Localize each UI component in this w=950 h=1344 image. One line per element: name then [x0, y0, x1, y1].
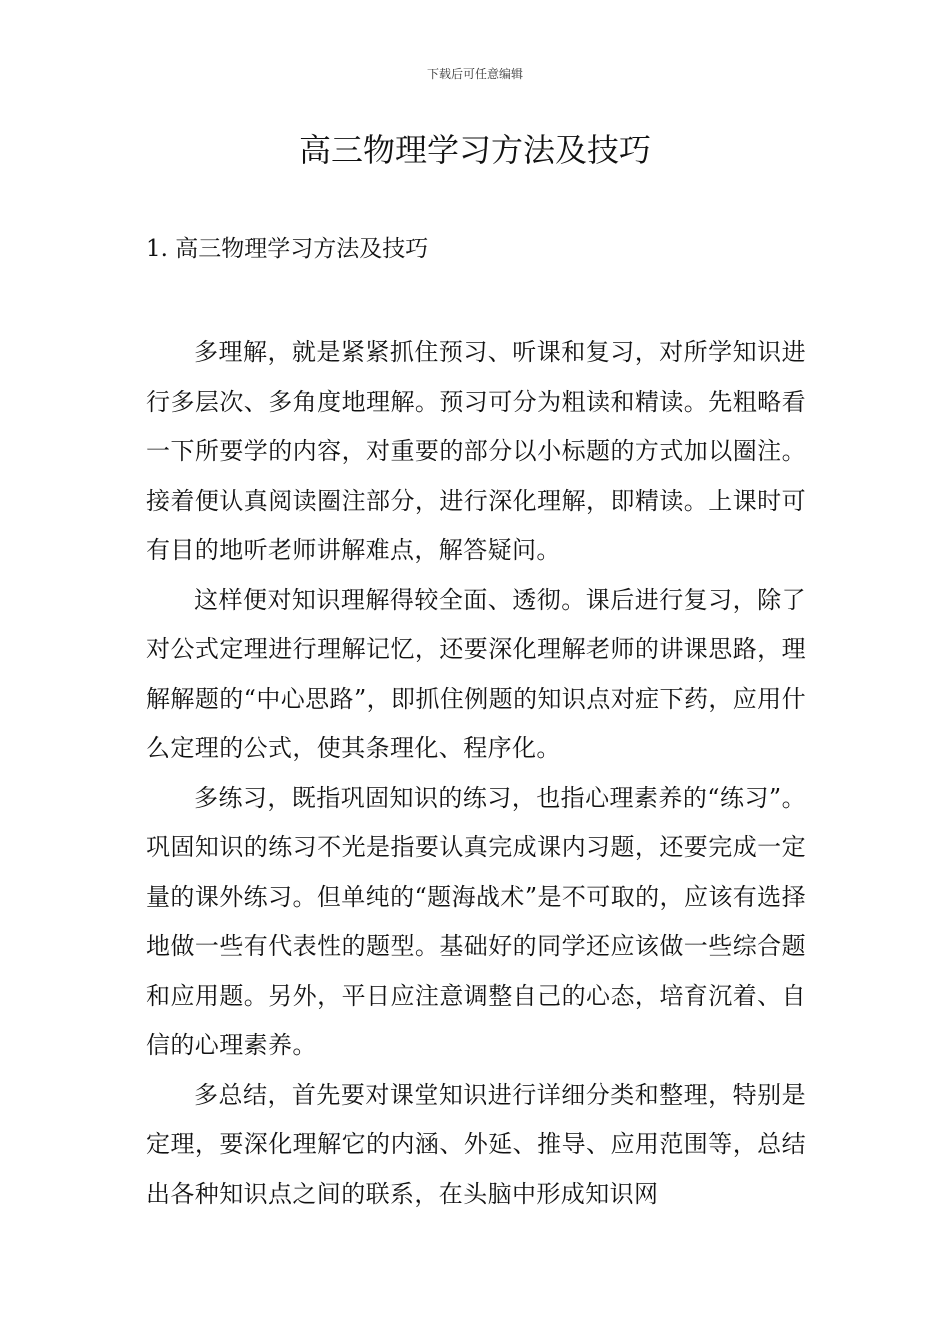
document-title: 高三物理学习方法及技巧	[298, 131, 651, 169]
paragraph-understanding: 多理解，就是紧紧抓住预习、听课和复习，对所学知识进行多层次、多角度地理解。预习可分为粗读和精读。先粗略看一下所要学的内容，对重要的部分以小标题的方式加以圈注。接着便认真阅读圈注部分，进行深化理解，即精读。上课时可有目的地听老师讲解难点，解答疑问。	[146, 338, 806, 564]
paragraph-practice: 多练习，既指巩固知识的练习，也指心理素养的“练习”。巩固知识的练习不光是指要认真完成课内习题，还要完成一定量的课外练习。但单纯的“题海战术”是不可取的，应该有选择地做一些有代表性的题型。基础好的同学还应该做一些综合题和应用题。另外，平日应注意调整自己的心态，培育沉着、自信的心理素养。	[146, 783, 806, 1059]
section-heading: 1. 高三物理学习方法及技巧	[146, 236, 429, 262]
document-body	[146, 328, 806, 1219]
paragraph-summary: 多总结，首先要对课堂知识进行详细分类和整理，特别是定理，要深化理解它的内涵、外延、推导、应用范围等，总结出各种知识点之间的联系，在头脑中形成知识网	[146, 1080, 806, 1208]
paragraph-review: 这样便对知识理解得较全面、透彻。课后进行复习，除了对公式定理进行理解记忆，还要深化理解老师的讲课思路，理解解题的“中心思路”，即抓住例题的知识点对症下药，应用什么定理的公式，使其条理化、程序化。	[146, 585, 806, 762]
page-header-note: 下载后可任意编辑	[426, 67, 523, 81]
